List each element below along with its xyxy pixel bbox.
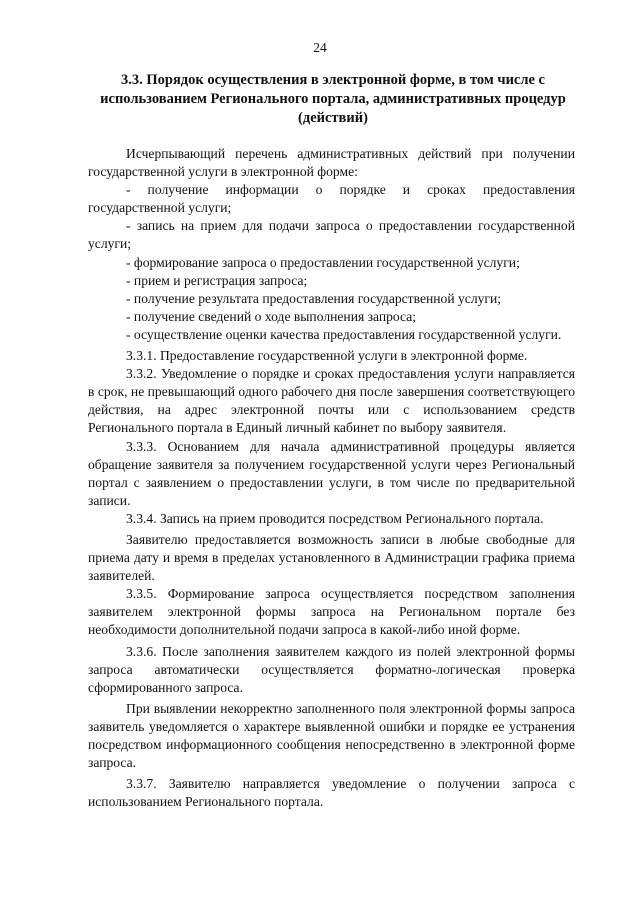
paragraph: 3.3.4. Запись на прием проводится посредством Регионального портала. <box>126 510 544 526</box>
list-item: - прием и регистрация запроса; <box>126 272 308 288</box>
paragraph: 3.3.7. Заявителю направляется уведомление о получении запроса с использованием Регионального портала. <box>88 776 575 810</box>
list-item: - запись на прием для подачи запроса о предоставлении государственной услуги; <box>88 218 575 252</box>
list-item: - формирование запроса о предоставлении государственной услуги; <box>126 254 520 270</box>
section-title: 3.3. Порядок осуществления в электронной форме, в том числе с использованием Регионального портала, административных процедур (действий) <box>100 72 566 126</box>
paragraph: 3.3.1. Предоставление государственной услуги в электронной форме. <box>126 348 528 364</box>
paragraph: Исчерпывающий перечень административных действий при получении государственной услуги в электронной форме: <box>88 146 575 180</box>
paragraph: 3.3.2. Уведомление о порядке и сроках предоставления услуги направляется в срок, не превышающий одного рабочего дня после завершения соответствующего действия, на адрес электронной почты или с использованием средств Регионального портала в Единый личный кабинет по выбору заявителя. <box>88 366 575 436</box>
list-item: - получение результата предоставления государственной услуги; <box>126 290 502 306</box>
list-item: - получение сведений о ходе выполнения запроса; <box>126 308 417 324</box>
paragraph: 3.3.5. Формирование запроса осуществляется посредством заполнения заявителем электронной формы запроса на Региональном портале без необходимости дополнительной подачи запроса в какой-либо иной форме. <box>88 586 575 638</box>
page-number: 24 <box>313 40 327 55</box>
list-item: - получение информации о порядке и сроках предоставления государственной услуги; <box>88 182 575 216</box>
document-body <box>88 145 575 811</box>
paragraph: При выявлении некорректно заполненного поля электронной формы запроса заявитель уведомляется о характере выявленной ошибки и порядке ее устранения посредством информационного сообщения непосредственно в электронной форме запроса. <box>88 700 575 771</box>
paragraph: 3.3.3. Основанием для начала административной процедуры является обращение заявителя за получением государственной услуги через Региональный портал с заявлением о предоставлении услуги, в том числе по предварительной записи. <box>88 438 575 508</box>
list-item: - осуществление оценки качества предоставления государственной услуги. <box>126 326 562 342</box>
paragraph: Заявителю предоставляется возможность записи в любые свободные для приема дату и время в пределах установленного в Администрации графика приема заявителей. <box>88 531 575 584</box>
paragraph: 3.3.6. После заполнения заявителем каждого из полей электронной формы запроса автоматически осуществляется форматно-логическая проверка сформированного запроса. <box>88 643 575 695</box>
